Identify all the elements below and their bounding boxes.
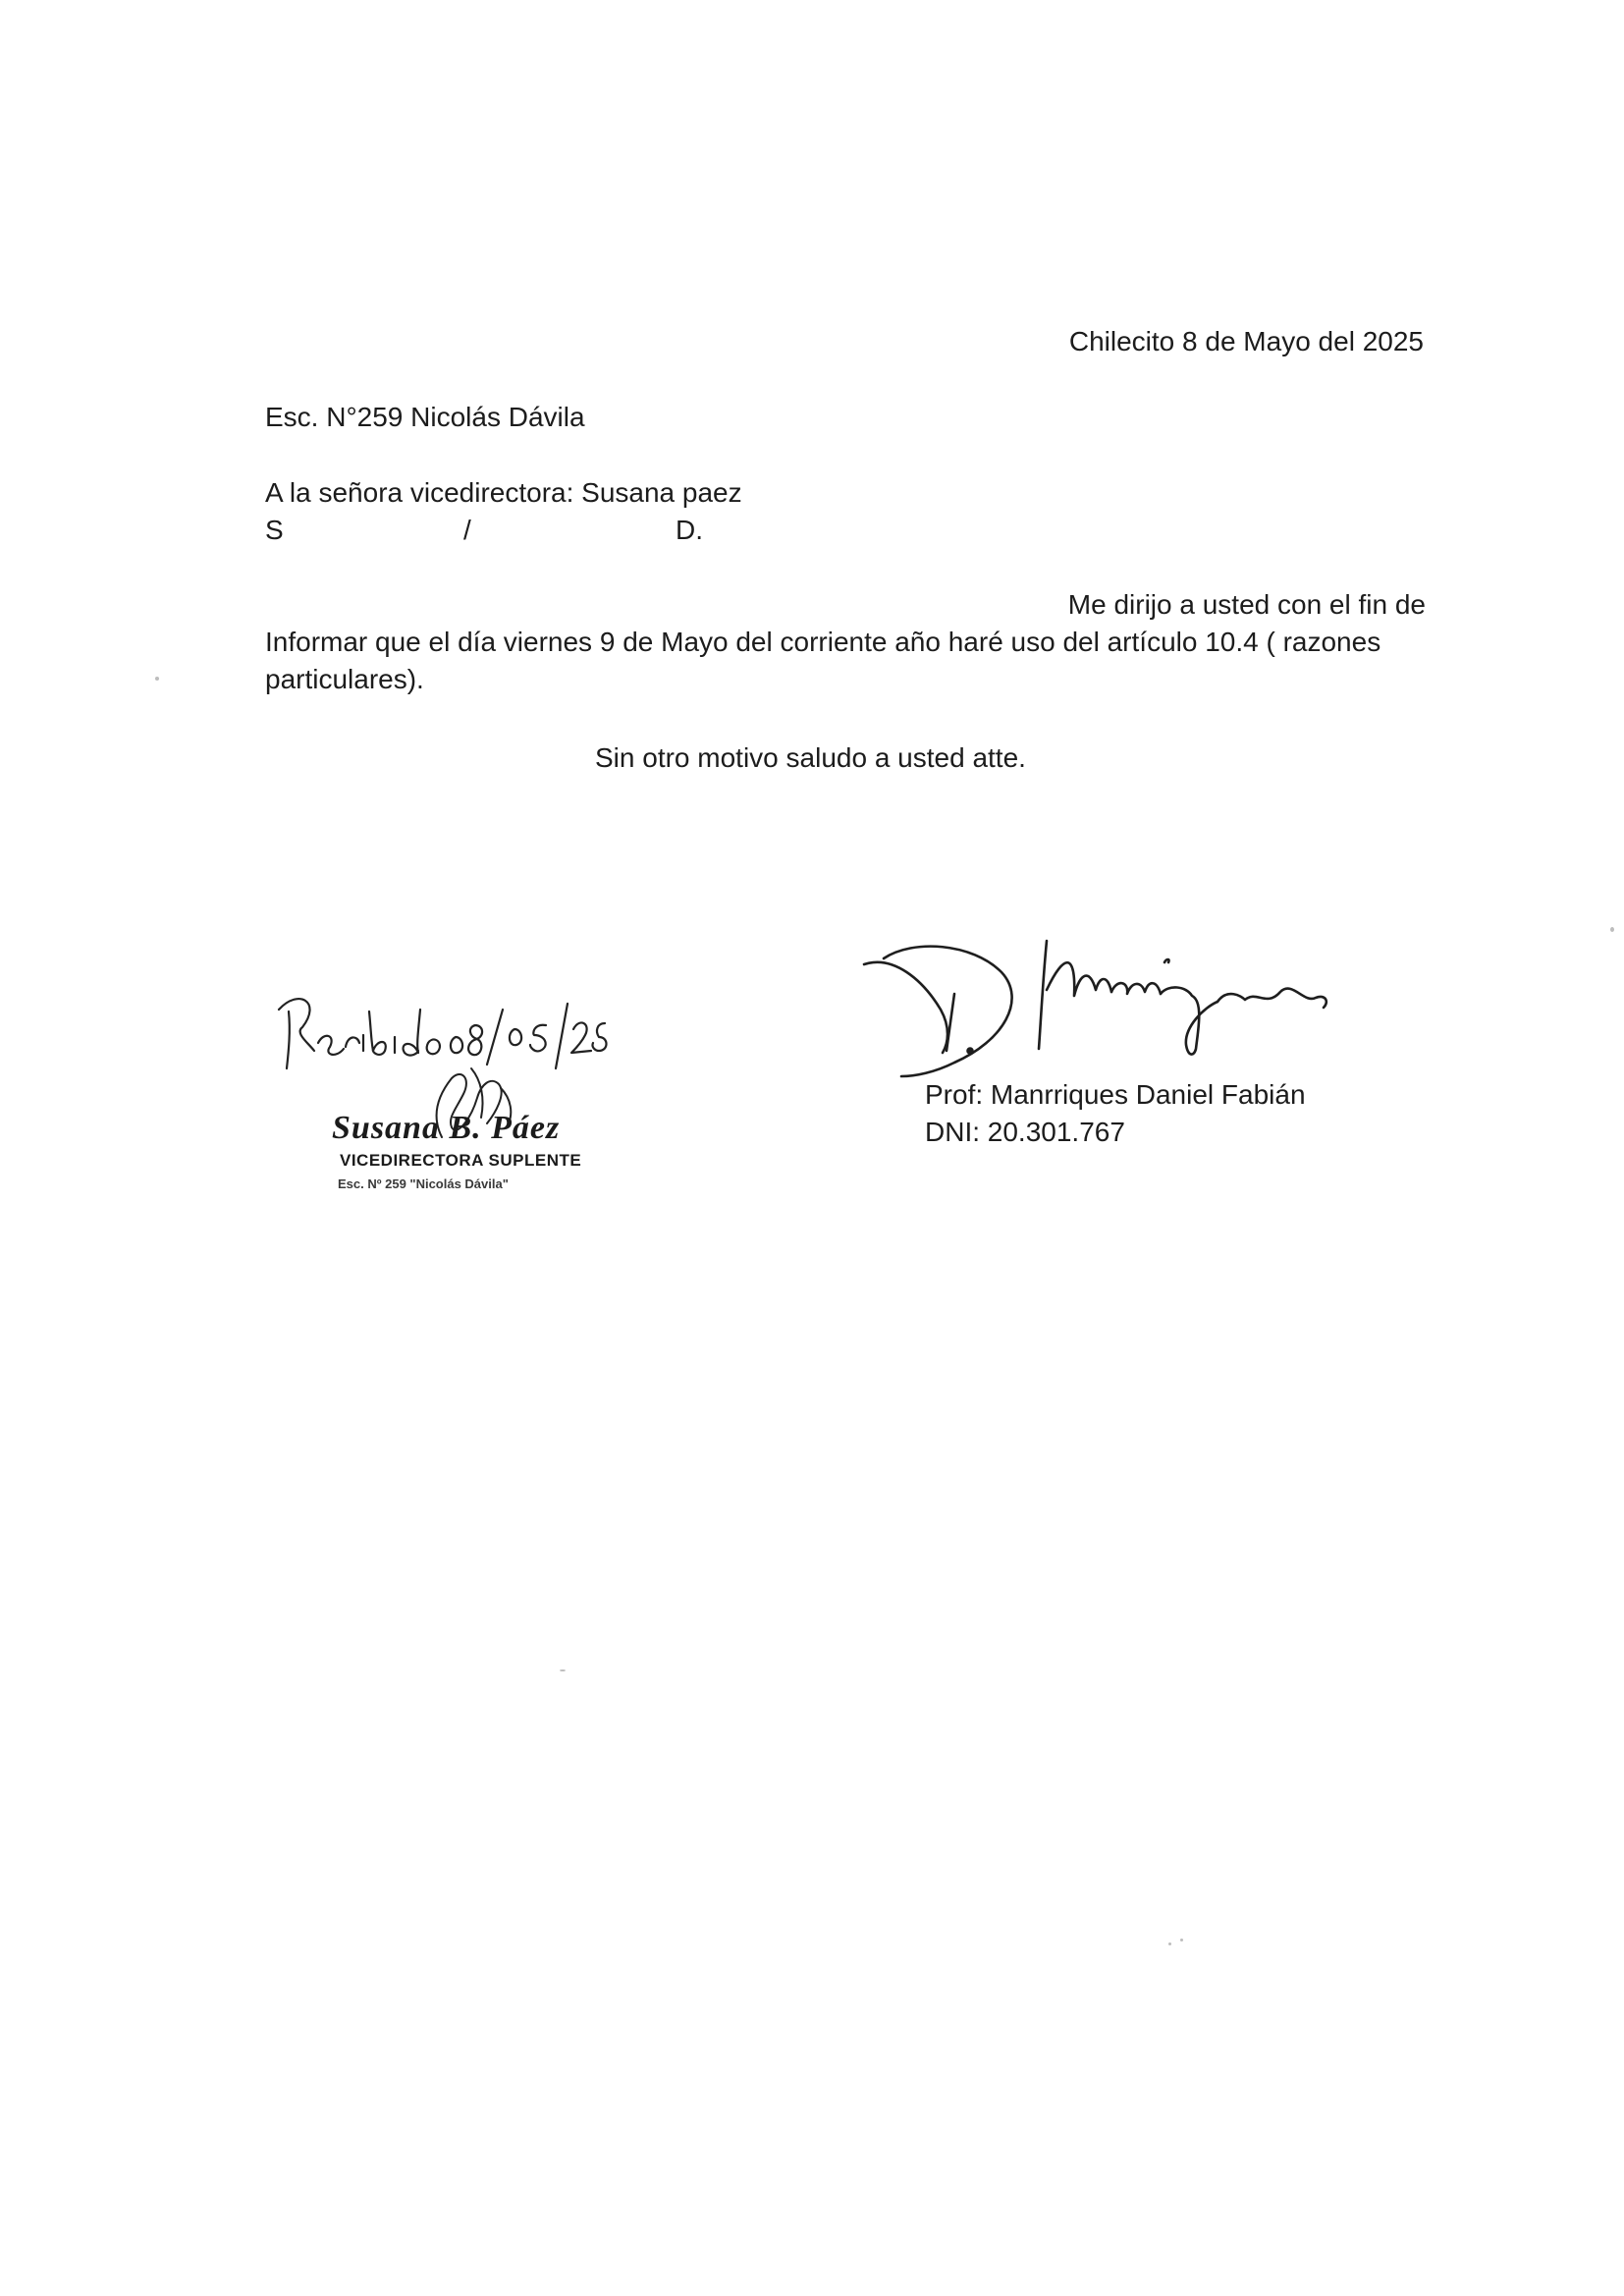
place-date: Chilecito 8 de Mayo del 2025 [1068,326,1424,356]
sd-s: S [265,515,284,545]
body-first-line: Me dirijo a usted con el fin de [1067,589,1426,620]
closing-line: Sin otro motivo saludo a usted atte. [595,742,1026,773]
stamp-name: Susana B. Páez [332,1110,561,1146]
author-dni: DNI: 20.301.767 [925,1117,1125,1147]
sd-d: D. [676,515,703,545]
sd-slash: / [463,515,471,545]
scan-speck [1168,1942,1171,1945]
stamp-role: VICEDIRECTORA SUPLENTE [340,1151,582,1170]
scan-speck [1180,1939,1183,1941]
scan-speck [560,1669,566,1671]
scan-speck [155,677,159,681]
body-paragraph: Informar que el día viernes 9 de Mayo del corriente año haré uso del artículo 10.4 ( razones particulares). [265,627,1381,694]
school-name: Esc. N°259 Nicolás Dávila [265,402,585,432]
recipient-line: A la señora vicedirectora: Susana paez [265,477,742,508]
scan-speck [1610,927,1614,932]
author-name: Prof: Manrriques Daniel Fabián [925,1079,1306,1110]
author-signature [854,933,1365,1100]
stamp-school: Esc. Nº 259 "Nicolás Dávila" [338,1176,509,1191]
